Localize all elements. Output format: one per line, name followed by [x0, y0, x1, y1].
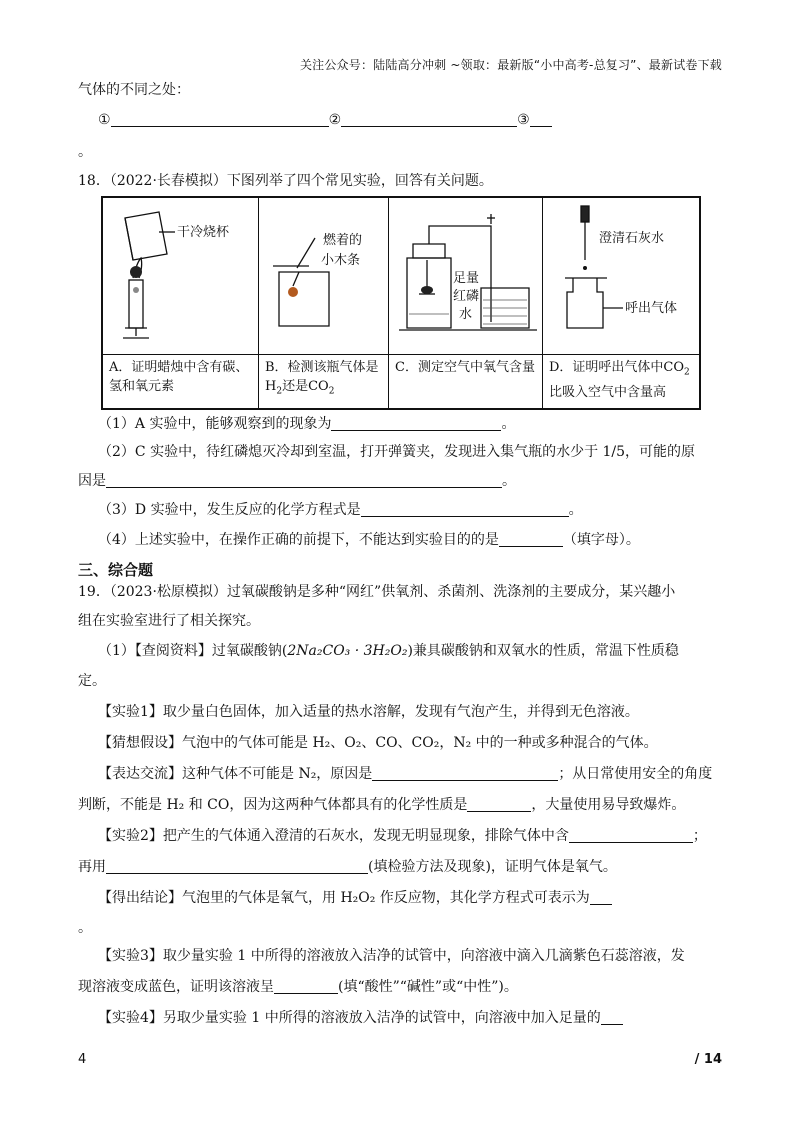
gas-bottle-icon	[259, 198, 387, 354]
experiment-b	[259, 198, 389, 408]
section-title: 三、综合题	[78, 561, 154, 579]
q18-part-1	[98, 414, 722, 434]
question-text: (填检验方法及现象)，证明气体是氧气。	[368, 859, 617, 875]
experiment-table	[101, 196, 701, 410]
answer-blank[interactable]	[372, 766, 558, 781]
answer-blank[interactable]	[331, 416, 501, 431]
experiment-a	[103, 198, 259, 408]
answer-blank[interactable]	[106, 859, 368, 874]
punctuation: 。	[568, 502, 583, 518]
question-text: （3）D 实验中，发生反应的化学方程式是	[98, 502, 361, 518]
punctuation: （填字母）。	[562, 532, 640, 548]
answer-blank[interactable]	[361, 502, 569, 517]
answer-blank[interactable]	[341, 112, 517, 127]
q17-blanks	[98, 110, 722, 130]
header-note: 关注公众号：陆陆高分冲刺 ~领取：最新版“小中高考-总复习”、最新试卷下载	[299, 58, 722, 72]
q19-part-1	[98, 641, 722, 661]
q19-exp2	[98, 826, 722, 846]
q19-exp4	[98, 1008, 722, 1028]
figure-b	[259, 198, 388, 355]
figure-c-label-1: 足量	[453, 271, 480, 286]
question-text: 【得出结论】气泡里的气体是氧气，用 H₂O₂ 作反应物，其化学方程式可表示为	[98, 890, 590, 906]
experiment-d	[543, 198, 699, 408]
q19-conclusion-end: 。	[78, 920, 92, 936]
q17-mark-1: ①	[98, 112, 111, 128]
question-text: ；从日常使用安全的角度	[558, 766, 713, 782]
dropper-bottle-icon	[543, 198, 697, 354]
q17-line: 气体的不同之处：	[78, 82, 190, 98]
question-text: （1）A 实验中，能够观察到的现象为	[98, 416, 332, 432]
question-text: （4）上述实验中，在操作正确的前提下，不能达到实验目的的是	[98, 532, 499, 548]
caption-d-sub: 2	[684, 367, 690, 378]
question-text: (填“酸性”“碱性”或“中性”)。	[338, 979, 518, 995]
q19-part-1-end: 定。	[78, 673, 106, 689]
answer-blank[interactable]	[467, 797, 531, 812]
caption-b-text: B．检测该瓶气体是H	[265, 360, 379, 394]
question-text: 再用	[78, 859, 106, 875]
question-text: 判断，不能是 H₂ 和 CO，因为这两种气体都具有的化学性质是	[78, 797, 468, 813]
caption-b-sub: 2	[328, 386, 335, 397]
caption-c: C．测定空气中氧气含量	[395, 360, 535, 375]
q17-mark-3: ③	[517, 112, 530, 128]
experiment-c	[389, 198, 543, 408]
q19-exp3b	[78, 977, 722, 997]
page-total: / 14	[694, 1052, 722, 1067]
phosphorus-apparatus-icon	[389, 198, 541, 354]
q19-stem-1: 19．（2023·松原模拟）过氧碳酸钠是多种“网红”供氧剂、杀菌剂、洗涤剂的主要成分，某兴趣小	[78, 584, 676, 600]
q19-exp3a: 【实验3】取少量实验 1 中所得的溶液放入洁净的试管中，向溶液中滴入几滴紫色石蕊溶液，发	[98, 948, 685, 964]
question-text: 因是	[78, 473, 106, 489]
q19-conclusion	[98, 888, 722, 908]
figure-d-label-1: 澄清石灰水	[599, 231, 665, 246]
answer-blank[interactable]	[590, 890, 612, 905]
figure-a-label: 干冷烧杯	[177, 225, 230, 240]
q17-end: 。	[78, 144, 92, 160]
answer-blank[interactable]	[530, 112, 552, 127]
punctuation: 。	[501, 416, 516, 432]
answer-blank[interactable]	[601, 1010, 623, 1025]
question-text: )兼具碳酸钠和双氧水的性质，常温下性质稳	[407, 643, 679, 659]
figure-c-label-3: 水	[459, 307, 473, 322]
chemical-formula: 2Na₂CO₃ · 3H₂O₂	[287, 643, 408, 659]
answer-blank[interactable]	[111, 112, 329, 127]
question-text: 【实验2】把产生的气体通入澄清的石灰水，发现无明显现象，排除气体中含	[98, 828, 569, 844]
answer-blank[interactable]	[274, 979, 338, 994]
punctuation: 。	[502, 473, 516, 489]
q18-part-4	[98, 530, 722, 550]
caption-d-text: 比吸入空气中含量高	[549, 384, 667, 400]
answer-blank[interactable]	[569, 828, 693, 843]
question-text: 现溶液变成蓝色，证明该溶液呈	[78, 979, 274, 995]
page-number: 4	[78, 1052, 87, 1067]
q19-exchange-2	[78, 795, 722, 815]
caption-b-sub: 2	[276, 386, 283, 397]
caption-d	[549, 358, 695, 402]
figure-d-label-2: 呼出气体	[625, 301, 678, 316]
caption-d-text: D．证明呼出气体中CO	[549, 360, 685, 375]
figure-c	[389, 198, 542, 355]
q18-part-2b	[78, 471, 722, 491]
figure-c-label-2: 红磷	[453, 289, 480, 304]
caption-b-text: 还是CO	[282, 379, 329, 394]
question-text: 【表达交流】这种气体不可能是 N₂，原因是	[98, 766, 373, 782]
q18-stem: 18．（2022·长春模拟）下图列举了四个常见实验，回答有关问题。	[78, 173, 493, 189]
q19-stem-2: 组在实验室进行了相关探究。	[78, 613, 260, 629]
q19-exchange-1	[98, 764, 722, 784]
answer-blank[interactable]	[106, 473, 502, 488]
question-text: （1）【查阅资料】过氧碳酸钠(	[98, 643, 288, 659]
q19-exp1: 【实验1】取少量白色固体，加入适量的热水溶解，发现有气泡产生，并得到无色溶液。	[98, 704, 639, 720]
q18-part-3	[98, 500, 722, 520]
q17-mark-2: ②	[328, 112, 342, 128]
question-text: 【实验4】另取少量实验 1 中所得的溶液放入洁净的试管中，向溶液中加入足量的	[98, 1010, 601, 1026]
candle-beaker-icon	[103, 198, 257, 354]
caption-a: A．证明蜡烛中含有碳、氢和氧元素	[109, 360, 249, 394]
answer-blank[interactable]	[499, 532, 563, 547]
punctuation: ；	[692, 828, 707, 844]
question-text: ，大量使用易导致爆炸。	[531, 797, 686, 813]
q18-part-2a: （2）C 实验中，待红磷熄灭冷却到室温，打开弹簧夹，发现进入集气瓶的水少于 1/5，可能的原	[98, 444, 696, 460]
q19-guess: 【猜想假设】气泡中的气体可能是 H₂、O₂、CO、CO₂，N₂ 中的一种或多种混合的气体。	[98, 735, 658, 751]
figure-b-label-2: 小木条	[321, 253, 361, 268]
figure-b-label-1: 燃着的	[323, 233, 363, 248]
figure-a	[103, 198, 258, 355]
caption-b	[265, 358, 384, 402]
figure-d	[543, 198, 699, 355]
q19-exp2b	[78, 857, 722, 877]
